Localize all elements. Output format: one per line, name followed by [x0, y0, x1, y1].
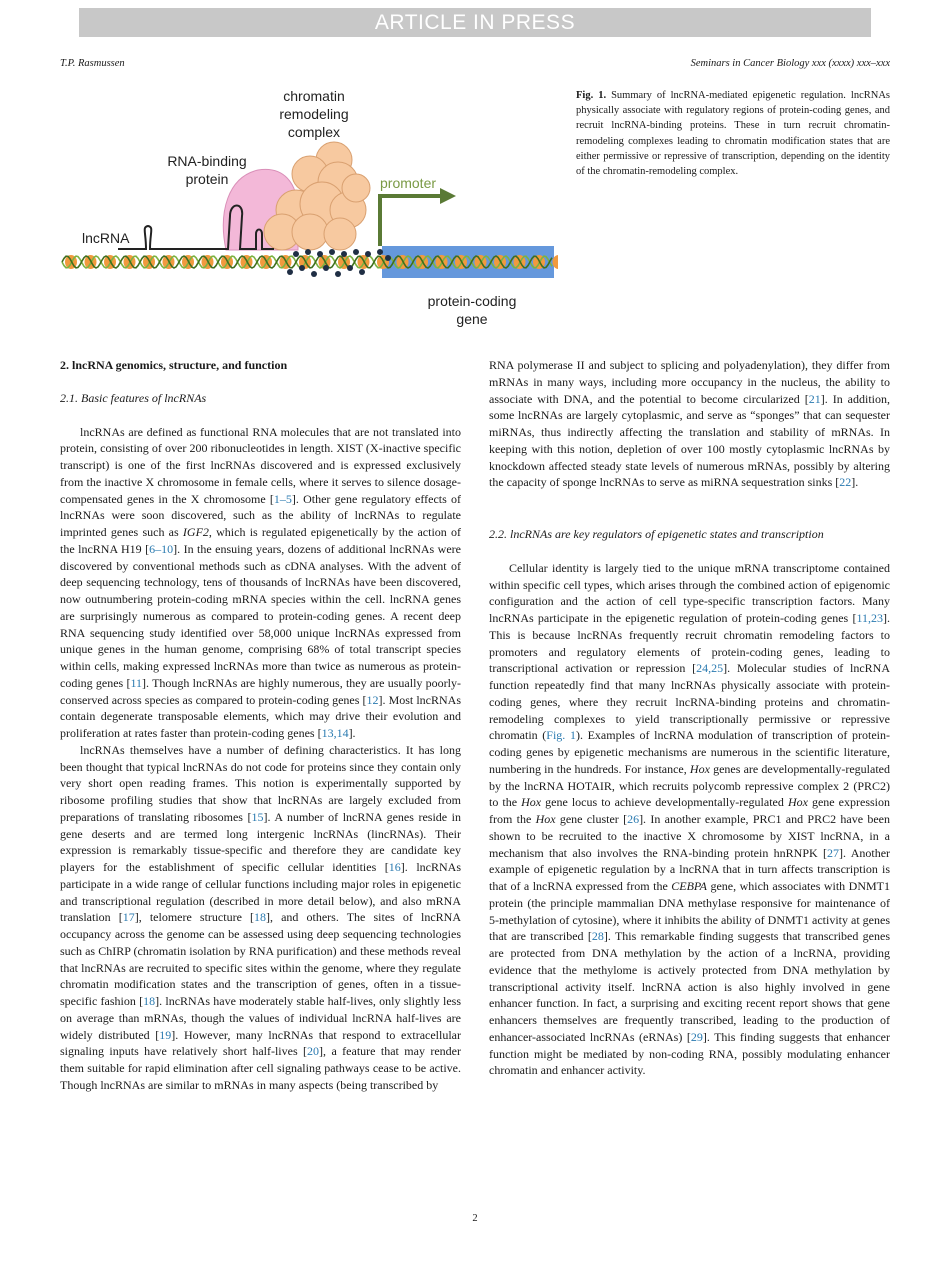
citation-link[interactable]: 28: [591, 929, 604, 944]
citation-link[interactable]: 18: [143, 994, 156, 1008]
paragraph-left-1: lncRNAs are defined as functional RNA molecules that are not translated into protein, consisting of over 200 ribonucleotides in length. XIST (X-inactive specific transcript) is one of the first lncRNAs discovered and is expressed exclusively from the inactive X chromosome in female cells, where it serves to silence dosage-compensated genes in the X chromosome [1–5]. Other gene regulatory effects of lncRNAs were soon discovered, such as the ability of lncRNAs to regulate imprinted genes such as IGF2, which is regulated epigenetically by the action of the lncRNA H19 [6–10]. In the ensuing years, dozens of additional lncRNAs were discovered by conventional methods such as cDNA analyses. With the advent of deep sequencing technology, tens of thousands of lncRNAs have been discovered, now outnumbering protein-coding mRNA species within the cell. lncRNA genes are surprisingly numerous as compared to protein-coding genes. A recent deep RNA sequencing study identified over 58,000 unique lncRNAs expressed from unique genes in the human genome, comprising 68% of total transcript species within cells, making expressed lncRNAs more than twice as numerous as protein-coding genes [11]. Though lncRNAs are highly numerous, they are usually poorly-conserved across species as compared to protein-coding genes [12]. Most lncRNAs contain degenerate transposable elements, which may drive their evolution and proliferation at rates faster than protein-coding genes [13,14].: [60, 424, 462, 740]
citation-link[interactable]: 6–10: [149, 541, 174, 556]
citation-link[interactable]: 11,23: [856, 611, 883, 625]
citation-link[interactable]: 12: [366, 692, 379, 707]
right-column: [489, 357, 890, 1079]
figure-1: [58, 82, 558, 332]
citation-link[interactable]: 24,25: [696, 661, 724, 676]
figure-1-caption: [576, 88, 890, 179]
subsection-heading-2-2: 2.2. lncRNAs are key regulators of epigenetic states and transcription: [489, 527, 824, 541]
citation-link[interactable]: 26: [627, 812, 640, 826]
label-rbp-line1: RNA-binding: [167, 153, 247, 169]
citation-link[interactable]: 13,14: [321, 726, 349, 740]
citation-link[interactable]: 1–5: [273, 491, 292, 506]
label-complex-line1: chromatin: [283, 88, 345, 104]
label-promoter: promoter: [380, 175, 437, 191]
figure-1-diagram: [58, 82, 558, 332]
subsection-heading-2-1: 2.1. Basic features of lncRNAs: [60, 390, 207, 405]
label-lncrna: lncRNA: [82, 230, 130, 246]
running-head-author: T.P. Rasmussen: [60, 58, 125, 69]
citation-link[interactable]: 16: [388, 860, 401, 874]
promoter-arrow-head: [440, 188, 456, 204]
dna-nucleosome-array: [62, 255, 558, 269]
running-head-journal: Seminars in Cancer Biology xxx (xxxx) xxx–xxx: [690, 58, 890, 69]
citation-link[interactable]: 21: [808, 391, 821, 406]
citation-link[interactable]: 29: [690, 1029, 703, 1044]
figure-1-link[interactable]: Fig. 1: [546, 728, 576, 743]
citation-link[interactable]: 27: [827, 845, 840, 860]
citation-link[interactable]: 17: [122, 910, 135, 925]
paragraph-left-2: lncRNAs themselves have a number of defining characteristics. It has long been thought that typical lncRNAs do not code for proteins since they contain only very short open reading frames. This notion is experimentally supported by ribosome profiling studies that show that lncRNAs are largely excluded from preparations of translating ribosomes [15]. A number of lncRNA genes reside in gene deserts and are termed long intergenic lncRNAs (lincRNAs). Their expression is remarkably tissue-specific and therefore they are candidate key players for the establishment of specific cellular identities [16]. lncRNAs participate in a wide range of cellular functions including major roles in epigenetic and transcriptional regulation (described in more detail below), and also mRNA translation [17], telomere structure [18], and others. The sites of lncRNA occupancy across the genome can be assessed using deep sequencing technologies such as ChIRP (chromatin isolation by RNA purification) and these methods reveal that lncRNAs are recruited to specific sites within the genome, where they regulate chromatin modification states and the transcription of genes, often in a tissue-specific fashion [18]. lncRNAs have moderately stable half-lives, only slightly less on average than mRNAs, though the values of individual lncRNA half-lives are widely distributed [19]. However, many lncRNAs that respond to extracellular signaling inputs have relatively short half-lives [20], a feature that may render them suitable for rapid elimination after cell signaling pathways cease to be active. Though lncRNAs are similar to mRNAs in many aspects (being transcribed by: [60, 742, 461, 1092]
label-rbp-line2: protein: [185, 171, 229, 187]
citation-link[interactable]: 19: [159, 1027, 172, 1042]
promoter-arrow: [380, 196, 442, 246]
section-heading: 2. lncRNA genomics, structure, and function: [60, 358, 288, 372]
paragraph-right-2: Cellular identity is largely tied to the unique mRNA transcriptome contained within specific cell types, which arises through the combined action of epigenomic configuration and the action of cell type-specific transcription factors. Many lncRNAs participate in the epigenetic regulation of protein-coding genes [11,23]. This is because lncRNAs frequently recruit chromatin remodeling factors to promoters and regulatory elements of protein-coding genes, leading to transcriptional activation or repression [24,25]. Molecular studies of lncRNA function repeatedly find that many lncRNAs physically associate with protein-coding genes, where they recruit lncRNA-binding proteins and chromatin-remodeling complexes to yield transcriptionally permissive or repressive chromatin (Fig. 1). Examples of lncRNA modulation of transcription of protein-coding genes by epigenetic mechanisms are numerous in the scientific literature, numbering in the hundreds. For instance, Hox genes are developmentally-regulated by the lncRNA HOTAIR, which recruits polycomb repressive complex 2 (PRC2) to the Hox gene locus to achieve developmentally-regulated Hox gene expression from the Hox gene cluster [26]. In another example, PRC1 and PRC2 have been shown to be recruited to the inactive X chromosome by XIST lncRNA, in a mechanism that also involves the RNA-binding protein hnRNPK [27]. Another example of epigenetic regulation by a lncRNA that in turn affects transcription is that of a lncRNA expressed from the CEBPA gene, which associates with DNMT1 protein (the principle mammalian DNA methylase responsive for maintenance of 5-methylation of cytosine), where it inhibits the ability of DNMT1 activity at genes that are transcribed [28]. This remarkable finding suggests that transcribed genes are protected from DNA methylation by the action of a lncRNA, providing evidence that the methylome is actively protected from DNA methylation by transcriptional activity itself. lncRNA action is also highly involved in gene enhancer function. In fact, a surprising and exciting recent report shows that gene enhancers themselves are frequently transcribed, leading to the production of enhancer-associated lncRNAs (eRNAs) [29]. This finding suggests that enhancer function might be mediated by non-coding RNA, possibly modulating enhancer chromatin and enhancer activity.: [489, 560, 891, 1078]
figure-caption-label: Fig. 1.: [576, 90, 607, 101]
page-number: 2: [472, 1213, 478, 1224]
citation-link[interactable]: 15: [251, 809, 264, 824]
figure-caption-text: Summary of lncRNA-mediated epigenetic regulation. lncRNAs physically associate with regulatory regions of protein-coding genes, and recruit lncRNA-binding proteins. These in turn recruit chromatin-remodeling complexes leading to chromatin modification states that are either permissive or repressive of transcription, depending on the identity of the chromatin-remodeling complex.: [576, 90, 890, 178]
citation-link[interactable]: 22: [839, 475, 852, 490]
left-column: [60, 357, 461, 1094]
label-complex-line2: remodeling: [279, 106, 349, 122]
label-gene-line2: gene: [456, 311, 488, 327]
paragraph-right-1: RNA polymerase II and subject to splicing and polyadenylation), they differ from mRNAs in many ways, including more occupancy in the nucleus, the ability to associate with DNA, and the potential to become circularized [21]. In addition, some lncRNAs are largely cytoplasmic, and serve as “sponges” that can sequester miRNAs, thus indirectly affecting the translation and stability of mRNAs. In keeping with this notion, depletion of over 100 mostly cytoplasmic lncRNAs by knockdown affected steady state levels of numerous mRNAs, possibly by altering the capacity of sponge lncRNAs to serve as miRNA sequestration sinks [22].: [489, 358, 890, 490]
label-gene-line1: protein-coding: [427, 293, 517, 309]
label-complex-line3: complex: [287, 124, 341, 140]
article-in-press-banner: ARTICLE IN PRESS: [79, 8, 871, 37]
citation-link[interactable]: 18: [254, 910, 266, 925]
citation-link[interactable]: 11: [130, 675, 143, 690]
citation-link[interactable]: 20: [307, 1044, 320, 1059]
